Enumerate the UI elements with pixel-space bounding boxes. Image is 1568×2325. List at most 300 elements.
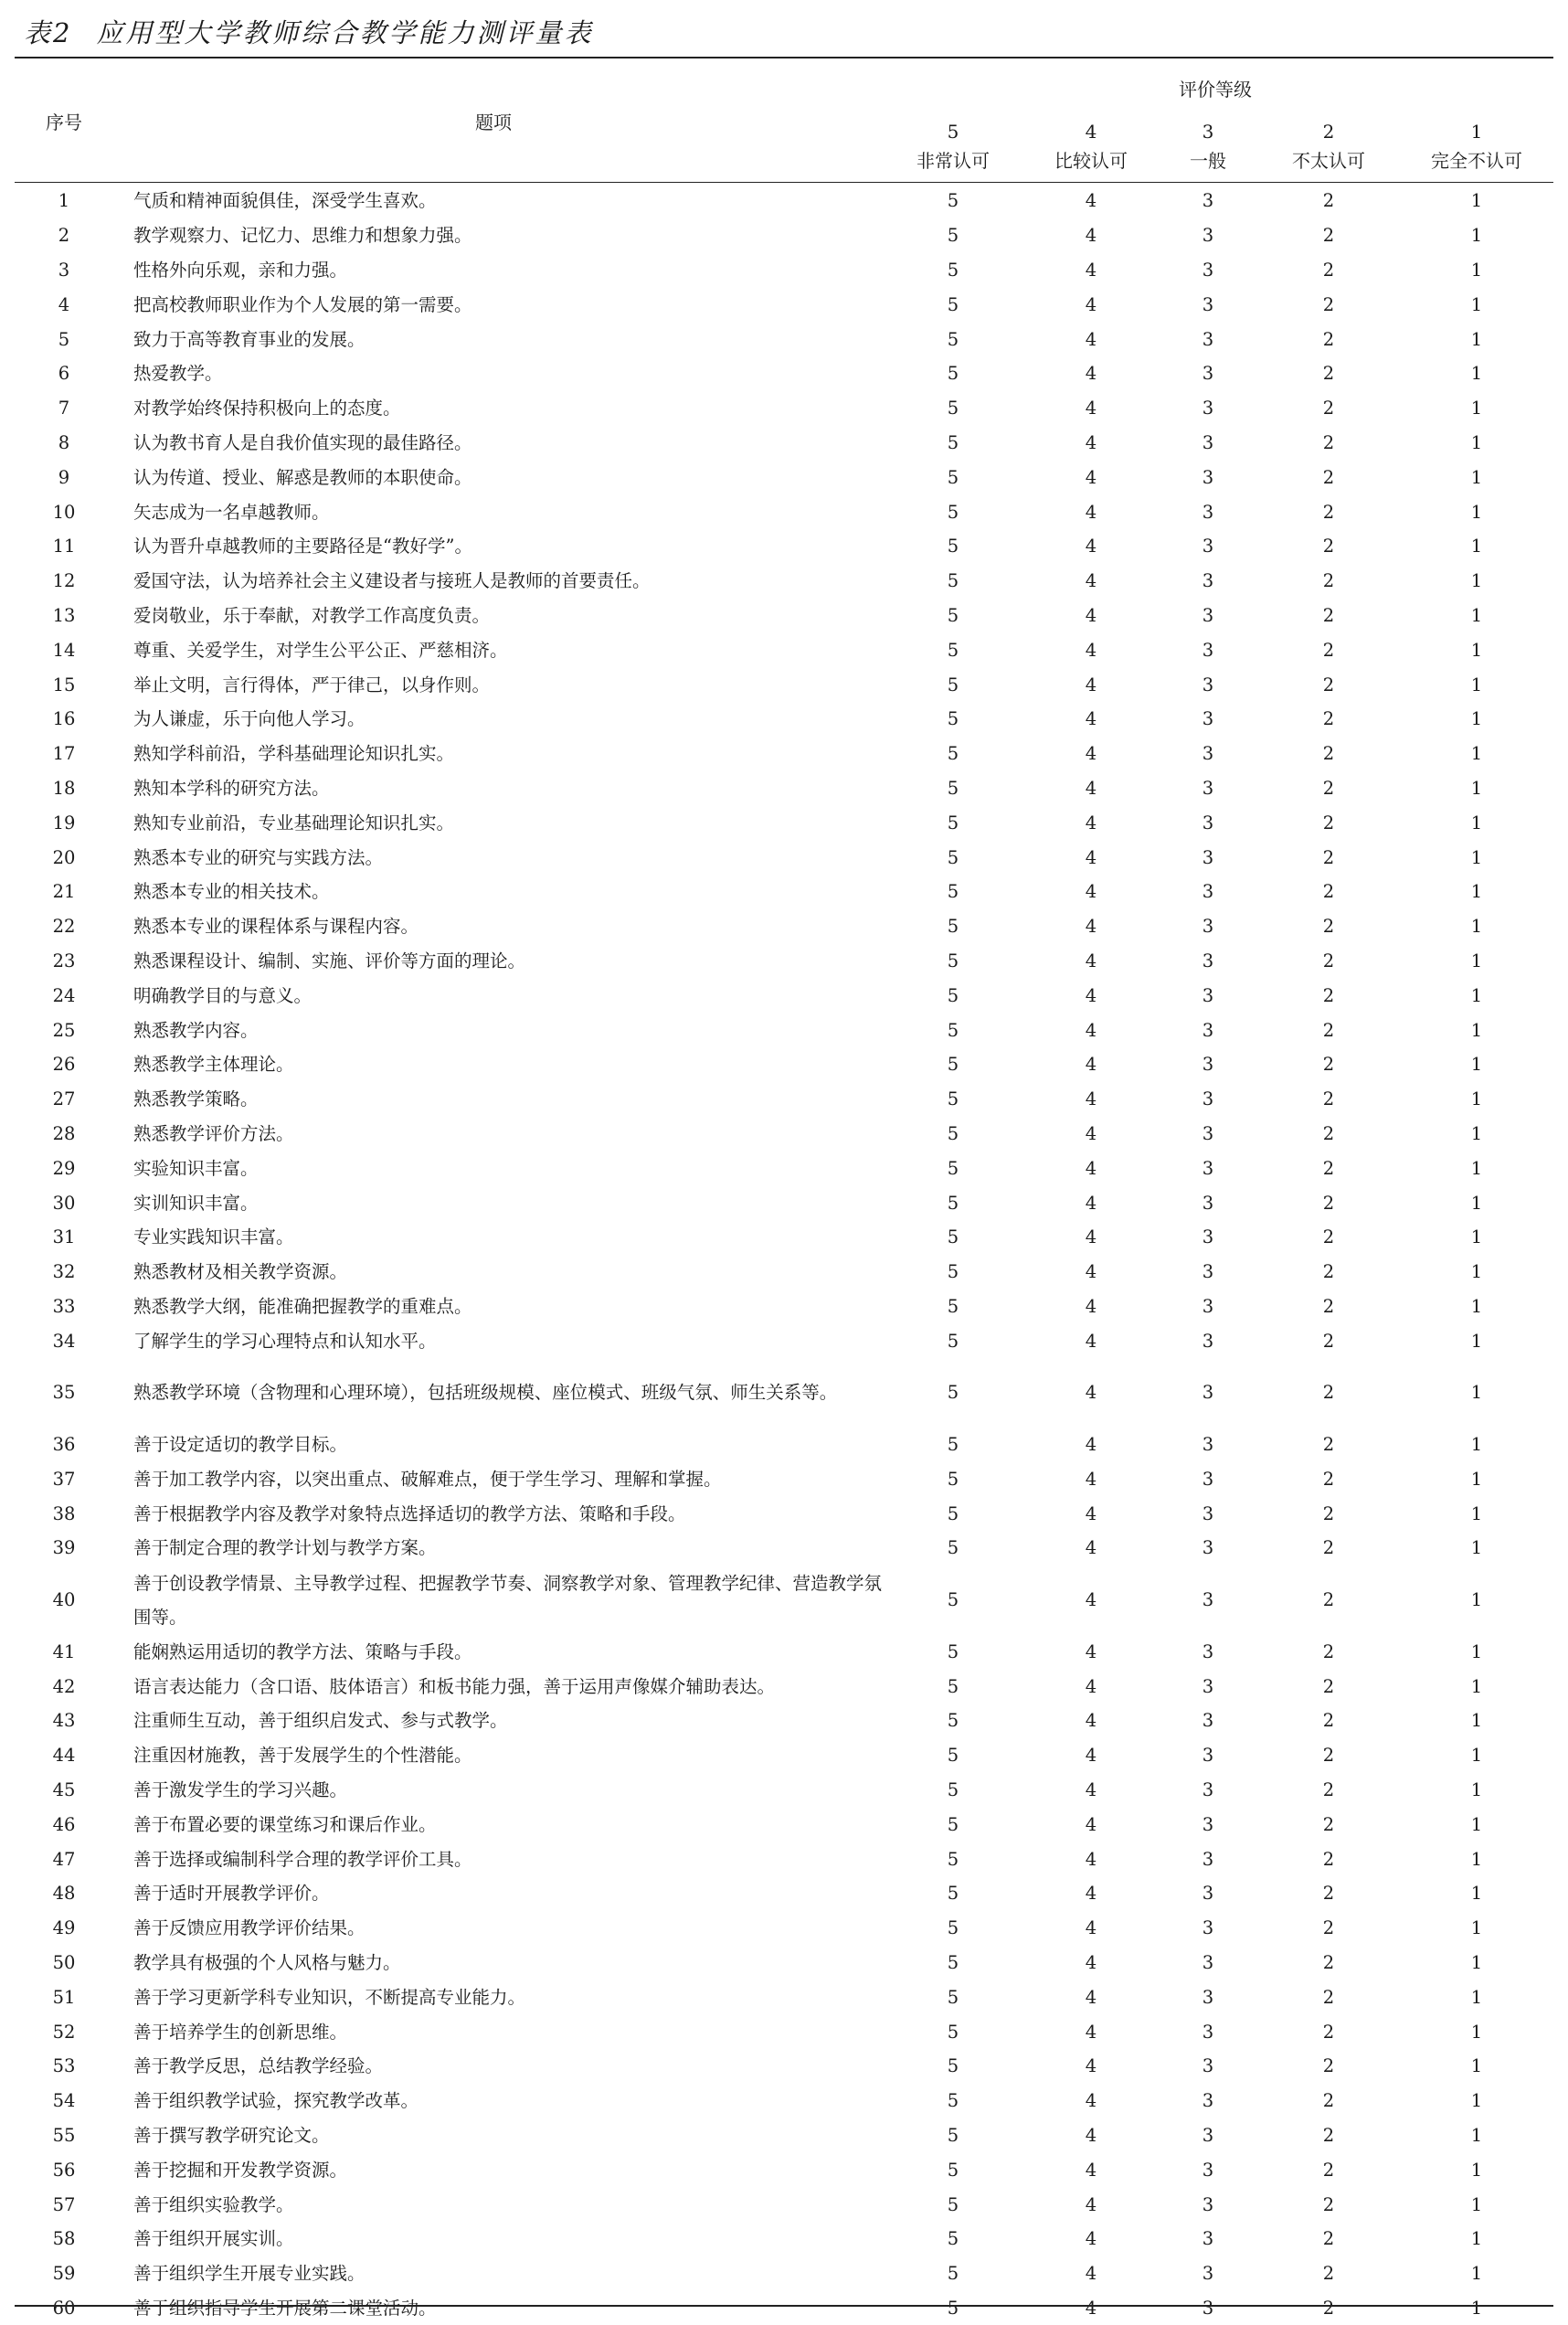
row-score: 2 — [1322, 363, 1335, 385]
row-score: 5 — [947, 1088, 959, 1110]
row-item-text: 熟悉教学环境（含物理和心理环境），包括班级规模、座位模式、班级气氛、师生关系等。 — [133, 1382, 838, 1404]
row-item-text: 善于根据教学内容及教学对象特点选择适切的教学方法、策略和手段。 — [133, 1502, 686, 1524]
row-number: 20 — [52, 846, 76, 868]
row-score: 3 — [1202, 881, 1214, 903]
header-no: 序号 — [46, 111, 82, 133]
row-number: 19 — [52, 812, 76, 833]
row-item-text: 明确教学目的与意义。 — [133, 984, 313, 1006]
row-score: 3 — [1202, 777, 1214, 799]
table-row — [0, 1634, 1568, 1669]
table-row — [0, 2152, 1568, 2187]
row-number: 46 — [52, 1813, 76, 1835]
row-score: 5 — [947, 225, 959, 247]
row-item-text: 善于培养学生的创新思维。 — [133, 2021, 348, 2043]
row-number: 11 — [52, 536, 76, 557]
row-number: 36 — [52, 1434, 76, 1456]
row-score: 1 — [1470, 1088, 1483, 1110]
top-rule — [15, 57, 1553, 58]
row-item-text: 熟悉教学内容。 — [133, 1019, 259, 1041]
row-score: 5 — [947, 708, 959, 730]
header-scale-4 — [1054, 117, 1128, 175]
row-number: 18 — [52, 777, 76, 799]
row-score: 3 — [1202, 259, 1214, 281]
row-score: 4 — [1085, 1883, 1097, 1905]
row-number: 39 — [52, 1537, 76, 1559]
row-score: 4 — [1085, 639, 1097, 661]
row-item-text: 实验知识丰富。 — [133, 1157, 259, 1179]
row-score: 2 — [1322, 777, 1335, 799]
table-row — [0, 1980, 1568, 2014]
row-score: 1 — [1470, 2055, 1483, 2077]
row-score: 2 — [1322, 466, 1335, 488]
table-row — [0, 1876, 1568, 1911]
row-score: 1 — [1470, 1434, 1483, 1456]
row-score: 2 — [1322, 2193, 1335, 2215]
row-score: 1 — [1470, 1261, 1483, 1283]
row-score: 2 — [1322, 293, 1335, 315]
row-item-text: 教学具有极强的个人风格与魅力。 — [133, 1952, 401, 1974]
row-score: 1 — [1470, 431, 1483, 453]
row-score: 4 — [1085, 1122, 1097, 1144]
row-number: 52 — [52, 2021, 76, 2043]
row-score: 5 — [947, 431, 959, 453]
row-score: 5 — [947, 812, 959, 833]
row-score: 1 — [1470, 1640, 1483, 1662]
row-score: 4 — [1085, 1330, 1097, 1352]
row-score: 1 — [1470, 846, 1483, 868]
row-score: 3 — [1202, 1434, 1214, 1456]
table-row — [0, 426, 1568, 461]
row-number: 30 — [52, 1192, 76, 1214]
row-number: 6 — [58, 363, 70, 385]
row-score: 3 — [1202, 1502, 1214, 1524]
row-score: 5 — [947, 1192, 959, 1214]
row-number: 57 — [52, 2193, 76, 2215]
row-number: 32 — [52, 1261, 76, 1283]
row-score: 3 — [1202, 190, 1214, 212]
row-score: 3 — [1202, 1382, 1214, 1404]
row-item-text: 熟悉本专业的课程体系与课程内容。 — [133, 916, 419, 938]
row-score: 1 — [1470, 1917, 1483, 1939]
row-number: 17 — [52, 743, 76, 765]
row-score: 2 — [1322, 812, 1335, 833]
row-score: 3 — [1202, 328, 1214, 350]
row-score: 1 — [1470, 466, 1483, 488]
row-score: 3 — [1202, 1019, 1214, 1041]
row-score: 2 — [1322, 2055, 1335, 2077]
row-score: 4 — [1085, 2228, 1097, 2250]
table-row — [0, 1117, 1568, 1152]
row-score: 1 — [1470, 1382, 1483, 1404]
scale-label: 比较认可 — [1054, 150, 1128, 172]
row-score: 3 — [1202, 2193, 1214, 2215]
header-scale-1 — [1431, 117, 1522, 175]
row-score: 5 — [947, 1295, 959, 1317]
row-score: 5 — [947, 674, 959, 695]
row-item-text: 对教学始终保持积极向上的态度。 — [133, 398, 401, 419]
row-score: 2 — [1322, 1226, 1335, 1248]
row-score: 5 — [947, 1710, 959, 1732]
table-row — [0, 1255, 1568, 1290]
row-number: 9 — [58, 466, 70, 488]
table-row — [0, 2256, 1568, 2291]
table-row — [0, 1807, 1568, 1842]
row-item-text: 能娴熟运用适切的教学方法、策略与手段。 — [133, 1640, 472, 1662]
table-row — [0, 1082, 1568, 1117]
row-score: 5 — [947, 1019, 959, 1041]
row-score: 3 — [1202, 1295, 1214, 1317]
row-score: 2 — [1322, 1382, 1335, 1404]
row-item-text: 爱国守法，认为培养社会主义建设者与接班人是教师的首要责任。 — [133, 570, 651, 592]
row-item-text: 善于反馈应用教学评价结果。 — [133, 1917, 366, 1939]
row-score: 3 — [1202, 1813, 1214, 1835]
table-row — [0, 218, 1568, 253]
row-score: 4 — [1085, 1537, 1097, 1559]
row-score: 4 — [1085, 2125, 1097, 2147]
row-score: 4 — [1085, 812, 1097, 833]
row-score: 5 — [947, 881, 959, 903]
row-score: 2 — [1322, 1261, 1335, 1283]
row-score: 1 — [1470, 1745, 1483, 1767]
scale-value: 5 — [947, 121, 959, 143]
row-score: 3 — [1202, 1330, 1214, 1352]
row-number: 47 — [52, 1848, 76, 1870]
row-number: 26 — [52, 1054, 76, 1076]
row-score: 5 — [947, 916, 959, 938]
row-score: 2 — [1322, 2263, 1335, 2285]
row-number: 4 — [58, 293, 70, 315]
row-score: 2 — [1322, 1502, 1335, 1524]
table-row — [0, 356, 1568, 391]
row-score: 2 — [1322, 1710, 1335, 1732]
row-score: 5 — [947, 1779, 959, 1801]
row-item-text: 尊重、关爱学生，对学生公平公正、严慈相济。 — [133, 639, 508, 661]
row-item-text: 善于组织开展实训。 — [133, 2228, 294, 2250]
row-number: 31 — [52, 1226, 76, 1248]
row-score: 3 — [1202, 501, 1214, 523]
row-score: 1 — [1470, 1779, 1483, 1801]
row-item-text: 认为传道、授业、解惑是教师的本职使命。 — [133, 466, 472, 488]
row-score: 4 — [1085, 1261, 1097, 1283]
row-number: 45 — [52, 1779, 76, 1801]
row-score: 3 — [1202, 1088, 1214, 1110]
row-score: 3 — [1202, 639, 1214, 661]
row-score: 1 — [1470, 1502, 1483, 1524]
row-score: 3 — [1202, 743, 1214, 765]
row-score: 4 — [1085, 536, 1097, 557]
table-label: 表2 — [24, 17, 73, 48]
table-row — [0, 667, 1568, 702]
row-score: 2 — [1322, 950, 1335, 971]
row-score: 2 — [1322, 225, 1335, 247]
row-score: 5 — [947, 1502, 959, 1524]
row-score: 3 — [1202, 708, 1214, 730]
row-score: 5 — [947, 846, 959, 868]
row-item-text: 认为教书育人是自我价值实现的最佳路径。 — [133, 431, 472, 453]
row-score: 5 — [947, 536, 959, 557]
row-number: 49 — [52, 1917, 76, 1939]
row-score: 3 — [1202, 1226, 1214, 1248]
table-row — [0, 771, 1568, 806]
row-score: 3 — [1202, 950, 1214, 971]
row-score: 4 — [1085, 950, 1097, 971]
row-item-text: 善于组织学生开展专业实践。 — [133, 2263, 366, 2285]
table-row — [0, 253, 1568, 288]
row-item-text: 致力于高等教育事业的发展。 — [133, 328, 366, 350]
scale-label: 完全不认可 — [1431, 150, 1522, 172]
row-item-text: 熟悉本专业的研究与实践方法。 — [133, 846, 384, 868]
row-score: 1 — [1470, 2090, 1483, 2112]
table-row — [0, 529, 1568, 564]
row-score: 5 — [947, 398, 959, 419]
table-row — [0, 1704, 1568, 1738]
table-row — [0, 2291, 1568, 2325]
row-score: 5 — [947, 2159, 959, 2181]
scale-value: 3 — [1202, 121, 1214, 143]
table-row — [0, 322, 1568, 356]
row-score: 5 — [947, 1917, 959, 1939]
row-number: 59 — [52, 2263, 76, 2285]
row-score: 2 — [1322, 1054, 1335, 1076]
row-number: 33 — [52, 1295, 76, 1317]
row-score: 2 — [1322, 398, 1335, 419]
row-score: 5 — [947, 2125, 959, 2147]
row-score: 5 — [947, 1813, 959, 1835]
row-score: 1 — [1470, 1986, 1483, 2008]
row-score: 5 — [947, 2193, 959, 2215]
row-item-text: 了解学生的学习心理特点和认知水平。 — [133, 1330, 437, 1352]
row-score: 5 — [947, 1434, 959, 1456]
row-score: 4 — [1085, 501, 1097, 523]
row-score: 4 — [1085, 1226, 1097, 1248]
row-item-text: 实训知识丰富。 — [133, 1192, 259, 1214]
row-score: 5 — [947, 984, 959, 1006]
row-score: 2 — [1322, 2228, 1335, 2250]
row-score: 4 — [1085, 984, 1097, 1006]
row-score: 4 — [1085, 2159, 1097, 2181]
row-score: 1 — [1470, 536, 1483, 557]
table-row — [0, 2222, 1568, 2256]
row-score: 5 — [947, 1261, 959, 1283]
row-score: 1 — [1470, 812, 1483, 833]
table-row — [0, 2118, 1568, 2153]
row-item-text: 举止文明，言行得体，严于律己，以身作则。 — [133, 674, 491, 695]
table-row — [0, 1151, 1568, 1185]
row-score: 4 — [1085, 2090, 1097, 2112]
row-score: 2 — [1322, 1088, 1335, 1110]
table-row — [0, 1428, 1568, 1462]
row-score: 5 — [947, 777, 959, 799]
row-score: 2 — [1322, 1848, 1335, 1870]
row-score: 1 — [1470, 743, 1483, 765]
row-number: 55 — [52, 2125, 76, 2147]
row-number: 38 — [52, 1502, 76, 1524]
table-row — [0, 1358, 1568, 1428]
row-score: 5 — [947, 328, 959, 350]
row-item-text: 善于适时开展教学评价。 — [133, 1883, 330, 1905]
row-score: 5 — [947, 1054, 959, 1076]
row-score: 3 — [1202, 2263, 1214, 2285]
row-score: 4 — [1085, 1502, 1097, 1524]
row-score: 4 — [1085, 708, 1097, 730]
row-score: 4 — [1085, 1779, 1097, 1801]
scale-value: 2 — [1322, 121, 1335, 143]
table-row — [0, 944, 1568, 979]
row-score: 4 — [1085, 1848, 1097, 1870]
row-score: 5 — [947, 1468, 959, 1490]
row-score: 2 — [1322, 674, 1335, 695]
row-score: 1 — [1470, 1122, 1483, 1144]
header-scale-5 — [916, 117, 990, 175]
row-score: 2 — [1322, 501, 1335, 523]
row-score: 4 — [1085, 1382, 1097, 1404]
row-score: 3 — [1202, 984, 1214, 1006]
header-rating-group: 评价等级 — [1179, 79, 1252, 101]
row-score: 1 — [1470, 1157, 1483, 1179]
row-item-text: 熟知学科前沿，学科基础理论知识扎实。 — [133, 743, 455, 765]
row-score: 4 — [1085, 1468, 1097, 1490]
table-row — [0, 287, 1568, 322]
row-score: 1 — [1470, 2125, 1483, 2147]
row-score: 1 — [1470, 1226, 1483, 1248]
row-score: 1 — [1470, 2193, 1483, 2215]
row-item-text: 熟知专业前沿，专业基础理论知识扎实。 — [133, 812, 455, 833]
header-scale-3 — [1190, 117, 1226, 175]
row-number: 37 — [52, 1468, 76, 1490]
row-number: 21 — [52, 881, 76, 903]
row-score: 2 — [1322, 2159, 1335, 2181]
row-item-text: 把高校教师职业作为个人发展的第一需要。 — [133, 293, 472, 315]
row-score: 3 — [1202, 1710, 1214, 1732]
row-score: 1 — [1470, 2159, 1483, 2181]
row-number: 48 — [52, 1883, 76, 1905]
row-number: 44 — [52, 1745, 76, 1767]
row-score: 3 — [1202, 1917, 1214, 1939]
row-score: 3 — [1202, 570, 1214, 592]
row-score: 2 — [1322, 570, 1335, 592]
row-score: 1 — [1470, 328, 1483, 350]
row-score: 5 — [947, 2228, 959, 2250]
row-score: 3 — [1202, 2125, 1214, 2147]
row-score: 5 — [947, 1537, 959, 1559]
row-score: 1 — [1470, 363, 1483, 385]
row-item-text: 善于组织教学试验，探究教学改革。 — [133, 2090, 419, 2112]
row-number: 27 — [52, 1088, 76, 1110]
row-number: 8 — [58, 431, 70, 453]
row-item-text: 熟悉教学评价方法。 — [133, 1122, 294, 1144]
row-score: 1 — [1470, 225, 1483, 247]
row-score: 5 — [947, 604, 959, 626]
row-score: 1 — [1470, 1589, 1483, 1611]
row-score: 2 — [1322, 2298, 1335, 2319]
row-score: 5 — [947, 743, 959, 765]
row-score: 2 — [1322, 2090, 1335, 2112]
row-item-text: 爱岗敬业，乐于奉献，对教学工作高度负责。 — [133, 604, 491, 626]
row-number: 35 — [52, 1382, 76, 1404]
row-score: 3 — [1202, 398, 1214, 419]
table-row — [0, 1842, 1568, 1876]
row-score: 5 — [947, 2021, 959, 2043]
row-score: 3 — [1202, 916, 1214, 938]
row-score: 4 — [1085, 1986, 1097, 2008]
row-score: 3 — [1202, 1883, 1214, 1905]
row-item-text: 矢志成为一名卓越教师。 — [133, 501, 330, 523]
row-score: 3 — [1202, 1468, 1214, 1490]
row-number: 15 — [52, 674, 76, 695]
row-item-text: 气质和精神面貌俱佳，深受学生喜欢。 — [133, 190, 437, 212]
row-item-text: 善于组织指导学生开展第二课堂活动。 — [133, 2298, 437, 2319]
row-score: 5 — [947, 259, 959, 281]
row-score: 3 — [1202, 225, 1214, 247]
row-score: 3 — [1202, 2090, 1214, 2112]
row-score: 2 — [1322, 1986, 1335, 2008]
row-number: 23 — [52, 950, 76, 971]
row-number: 1 — [58, 190, 70, 212]
row-score: 5 — [947, 570, 959, 592]
row-number: 54 — [52, 2090, 76, 2112]
row-item-text: 善于创设教学情景、主导教学过程、把握教学节奏、洞察教学对象、管理教学纪律、营造教学氛围等。 — [133, 1572, 883, 1628]
row-number: 43 — [52, 1710, 76, 1732]
table-row — [0, 1773, 1568, 1808]
row-item-text: 熟悉课程设计、编制、实施、评价等方面的理论。 — [133, 950, 526, 971]
row-score: 5 — [947, 1330, 959, 1352]
row-score: 5 — [947, 1122, 959, 1144]
row-score: 1 — [1470, 1295, 1483, 1317]
table-row — [0, 2187, 1568, 2222]
row-score: 4 — [1085, 916, 1097, 938]
row-score: 4 — [1085, 2193, 1097, 2215]
table-row — [0, 1185, 1568, 1220]
table-row — [0, 737, 1568, 771]
row-score: 1 — [1470, 1192, 1483, 1214]
row-score: 1 — [1470, 570, 1483, 592]
row-score: 1 — [1470, 639, 1483, 661]
row-score: 5 — [947, 2298, 959, 2319]
table-row — [0, 2049, 1568, 2084]
row-score: 1 — [1470, 950, 1483, 971]
row-score: 2 — [1322, 259, 1335, 281]
row-score: 1 — [1470, 674, 1483, 695]
row-score: 3 — [1202, 363, 1214, 385]
row-score: 2 — [1322, 1813, 1335, 1835]
row-score: 1 — [1470, 398, 1483, 419]
row-score: 1 — [1470, 190, 1483, 212]
row-score: 2 — [1322, 1468, 1335, 1490]
row-score: 1 — [1470, 2228, 1483, 2250]
row-score: 2 — [1322, 881, 1335, 903]
row-score: 3 — [1202, 466, 1214, 488]
table-row — [0, 494, 1568, 529]
row-number: 51 — [52, 1986, 76, 2008]
table-row — [0, 1323, 1568, 1358]
row-score: 4 — [1085, 431, 1097, 453]
row-score: 4 — [1085, 1675, 1097, 1697]
row-score: 3 — [1202, 674, 1214, 695]
row-number: 3 — [58, 259, 70, 281]
row-number: 7 — [58, 398, 70, 419]
row-score: 1 — [1470, 1710, 1483, 1732]
row-score: 4 — [1085, 1917, 1097, 1939]
row-score: 4 — [1085, 1054, 1097, 1076]
row-score: 1 — [1470, 501, 1483, 523]
row-score: 2 — [1322, 1434, 1335, 1456]
table-row — [0, 2014, 1568, 2049]
row-number: 10 — [52, 501, 76, 523]
table-body — [0, 184, 1568, 2325]
row-score: 3 — [1202, 1261, 1214, 1283]
table-row — [0, 1461, 1568, 1496]
row-score: 4 — [1085, 1589, 1097, 1611]
